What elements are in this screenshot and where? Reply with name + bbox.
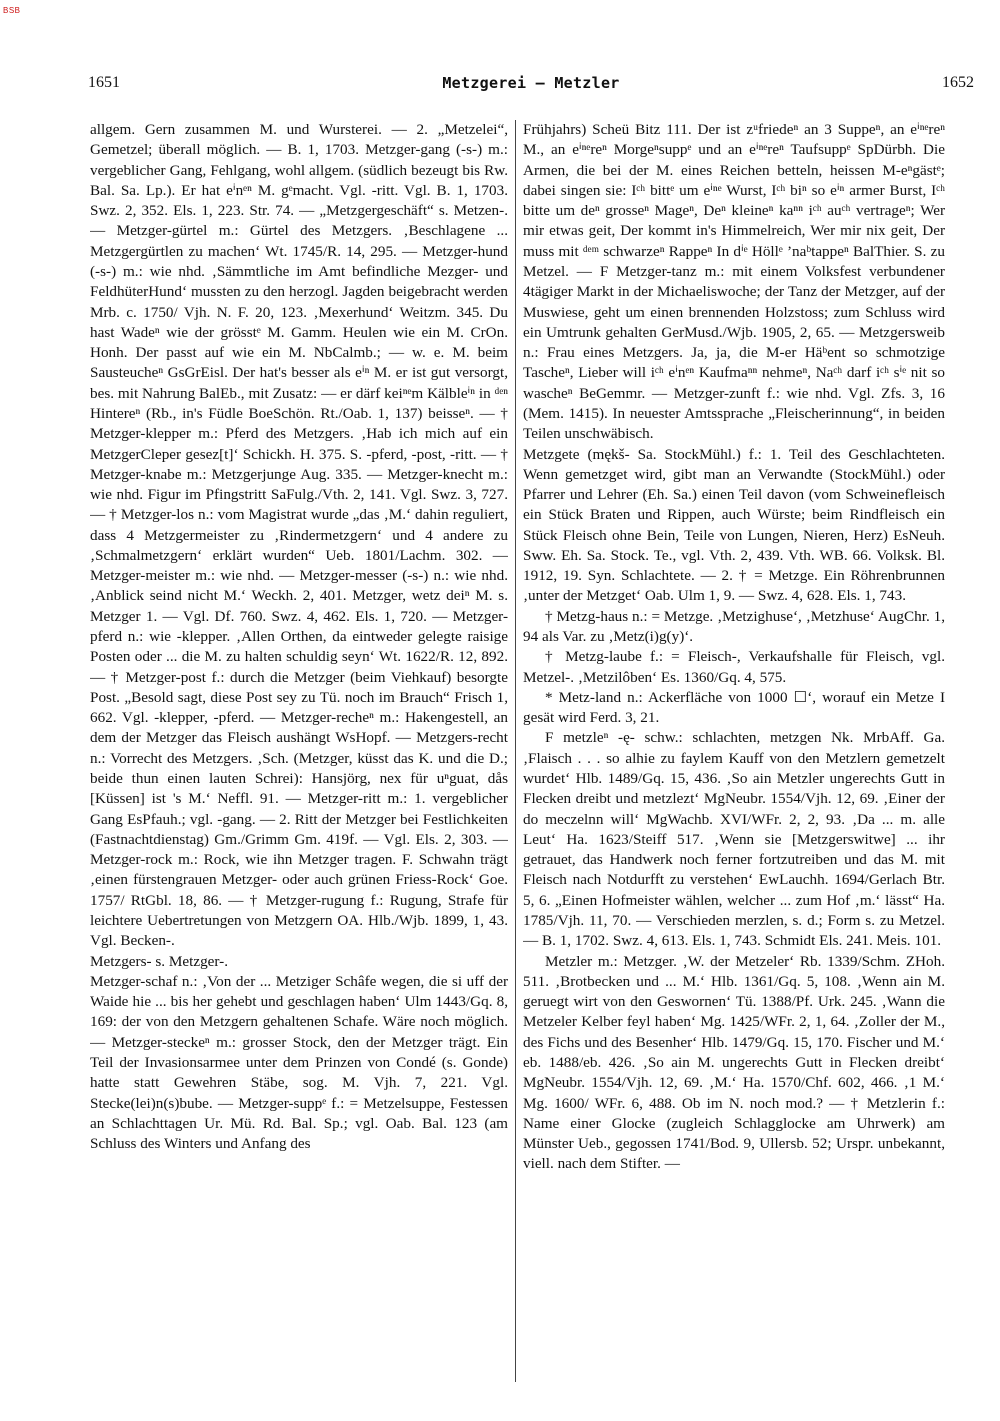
page-number-left: 1651	[88, 74, 120, 91]
left-paragraph-3: Metzger-schaf n.: ‚Von der ... Metziger Schâfe wegen, die si uff der Waide hie ... bis her gehebt und geschlagen haben‘ Ulm 1443/Gq. 8, 169: der von den Metzgern gehaltenen Schafe. Wäre noch möglich. — Metzger-steckeⁿ m.: grosser Stock, den der Metzger trägt. Ein Teil der Invasionsarmee unter dem Prinzen von Condé (s. Gonde) hatte statt Gewehren Stäbe, sog. M. Vjh. 7, 221. Vgl. Stecke(lei)n(s)bube. — Metzger-suppᵉ f.: = Metzelsuppe, Festessen an Schlachttagen Ur. Mü. Rd. Bal. Sp.; vgl. Oab. Bal. 123 (am Schluss des Winters und Anfang des	[90, 972, 508, 1153]
page-header	[88, 66, 974, 96]
left-paragraph-2: Metzgers- s. Metzger-.	[90, 952, 229, 970]
right-paragraph-2: Metzgete (mękš- Sa. StockMühl.) f.: 1. Teil des Geschlachteten. Wenn gemetzget wird, gibt man an Verwandte (StockMühl.) oder Pfarrer und Lehrer (Eh. Sa.) einen Teil davon (vom Schweinefleisch ein Stück Braten und Rippen, auch Würste; beim Rindfleisch ein Stück Fleisch ohne Bein, Teile von Lungen, Nieren, Herz) EsNeuh. Sww. Eh. Sa. Stock. Te., vgl. Vth. 2, 439. Vth. WB. 66. Volksk. Bl. 1912, 19. Syn. Schlachtete. — 2. † = Metzge. Ein Röhrenbrunnen ‚unter der Metzget‘ Oab. Ulm 1, 9. — Swz. 4, 628. Els. 1, 743.	[523, 445, 945, 605]
right-paragraph-7: Metzler m.: Metzger. ‚W. der Metzeler‘ Rb. 1339/Schm. ZHoh. 511. ‚Brotbecken und ... M.‘ Hlb. 1361/Gq. 5, 108. ‚Wenn ain M. geruegt wirt von den Geswornen‘ Tü. 1388/Pf. Urk. 245. ‚Wann die Metzeler Kelber feyl haben‘ Mg. 1425/WFr. 2, 1, 64. ‚Zoller der M., des Fichs und des Besenher‘ Hlb. 1479/Gq. 15, 170. Fischer und M.‘ eb. 1488/eb. 426. ‚So ain M. ungerechts Gutt in Flecken dreibt‘ MgNeubr. 1554/Vjh. 12, 69. ‚M.‘ Ha. 1570/Chf. 602, 466. ‚1 M.‘ Mg. 1600/ WFr. 6, 488. Ob im N. noch mod.? — † Metzlerin f.: Name einer Glocke (zugleich Schlagglocke am Uhrwerk) am Münster Ueb., gegossen 1741/Bod. 9, Ullersb. 52; Urspr. unbekannt, viell. nach dem Stifter. —	[523, 952, 945, 1173]
right-column	[523, 120, 945, 1382]
right-paragraph-6: F metzleⁿ -ę- schw.: schlachten, metzgen Nk. MrbAff. Ga. ‚Flaisch . . . so alhie zu faylem Kauff von den Metzlern gemetzelt wurdet‘ Hlb. 1489/Gq. 15, 436. ‚So ain Metzler ungerechts Gutt in Flecken dreibt und metzlezt‘ MgNeubr. 1554/Vjh. 12, 69. ‚Einer der do meczelnn will‘ MgWachb. XVI/WFr. 2, 2, 93. ‚Da ... m. alle Leut‘ Ha. 1623/Steiff 517. ‚Wenn sie [Metzgerswitwe] ... ihr getrauet, das Handwerk noch ferner fortzutreiben und das M. mit Fleisch nach Notdurfft zu verstehen‘ EwLauchh. 1694/Gerlach Btr. 5, 6. „Einen Hofmeister wählen, welcher ... zum Hof ‚m.‘ lässt“ Ha. 1785/Vjh. 11, 70. — Verschieden merzlen, s. d.; Form s. zu Metzel. — B. 1, 1702. Swz. 4, 613. Els. 1, 743. Schmidt Els. 241. Meis. 101.	[523, 729, 945, 950]
running-title: Metzgerei — Metzler	[442, 74, 620, 92]
column-divider	[515, 120, 516, 1382]
right-paragraph-4: † Metzg-laube f.: = Fleisch-, Verkaufshalle für Fleisch, vgl. Metzel-. ‚Metzilôben‘ Es. 1360/Gq. 4, 575.	[523, 648, 945, 686]
right-paragraph-3: † Metzg-haus n.: = Metzge. ‚Metzighuse‘, ‚Metzhuse‘ AugChr. 1, 94 als Var. zu ‚Metz(i)g(y)‘.	[523, 607, 945, 646]
page-number-right: 1652	[942, 74, 974, 91]
right-paragraph-1: Frühjahrs) Scheü Bitz 111. Der ist zᵘfriedeⁿ an 3 Suppeⁿ, an eⁱⁿᵉreⁿ M., an eⁱⁿᵉreⁿ Morgeⁿsuppᵉ und an eⁱⁿᵉreⁿ Taufsuppᵉ SpDürbh. Die Armen, die bei der M. eines Reichen betteln, heissen M-eⁿgästᵉ; dabei singen sie: Iᶜʰ bittᵉ um eⁱⁿᵉ Wurst, Iᶜʰ biⁿ so eⁱⁿ armer Burst, Iᶜʰ bitte um deⁿ grosseⁿ Mageⁿ, Deⁿ kleineⁿ kaⁿⁿ iᶜʰ auᶜʰ vertrageⁿ; Wer mir etwas geit, Der kommt in's Himmelreich, Wer mir nix geit, Der muss mit ᵈᵉᵐ schwarzeⁿ Rappeⁿ In dⁱᵉ Höllᵉ ’naᵇtappeⁿ BalThier. S. zu Metzel. — F Metzger-tanz m.: mit einem Volksfest verbundener 4tägiger Markt in der Michaeliswoche; der Tanz der Metzger, auf der Muswiese, geht um einen brennenden Holzstoss; zum Schluss wird ein Umtrunk gehalten GerMusd./Wjb. 1905, 2, 65. — Metzgersweib n.: Frau eines Metzgers. Ja, ja, die M-er Häᵇent so schmotzige Tascheⁿ, Lieber will iᶜʰ eⁱnᵉⁿ Kaufmaⁿⁿ nehmeⁿ, Naᶜʰ darf iᶜʰ sⁱᵉ nit so wascheⁿ BeGemmr. — Metzger-zunft f.: wie nhd. Vgl. Zfs. 3, 16 (Mem. 1415). In neuester Amtssprache „Fleischerinnung“, in beiden Teilen unschwäbisch.	[523, 121, 945, 443]
library-stamp: BSB	[3, 6, 21, 15]
left-paragraph-1: allgem. Gern zusammen M. und Wursterei. — 2. „Metzelei“, Gemetzel; überall möglich. — B. 1, 1703. Metzger-gang (-s-) m.: vergeblicher Gang, Fehlgang, wohl allgem. (südlich bezeugt bis Rw. Bal. Sa. Lp.). Er hat eⁱnᵉⁿ M. gᵉmacht. Vgl. -ritt. Vgl. B. 1, 1703. Swz. 2, 352. Els. 1, 223. Str. 74. — „Metzgergeschäft“ s. Metzen-. — Metzger-gürtel m.: Gürtel des Metzgers. ‚Beschlagene ... Metzgergürtlen zu machen‘ Wt. 1745/R. 14, 295. — Metzger-hund (-s-) m.: wie nhd. ‚Sämmtliche im Amt befindliche Mezger- und FeldhüterHund‘ mussten zu den herzogl. Jagden beigebracht werden Mrb. c. 1750/ Vjh. N. F. 20, 123. ‚Mexerhund‘ Weitzm. 345. Du hast Wadeⁿ wie der grösstᵉ M. Gamm. Heulen wie ein M. CrOn. Honh. Der passt auf wie ein M. NbCalmb.; — w. e. M. beim Sausteucheⁿ GsGrEisl. Der hat's besser als eⁱⁿ M. er ist gut versorgt, bes. mit Nahrung BalEb., mit Zusatz: — er därf keiⁿᵉm Kälbleⁱⁿ in ᵈᵉⁿ Hintereⁿ (Rb., in's Füdle BoeSchön. Rt./Oab. 1, 137) beisseⁿ. — † Metzger-klepper m.: Pferd des Metzgers. ‚Hab ich mich auf ein MetzgerCleper gesez[t]‘ Schickh. H. 375. S. -pferd, -post, -ritt. — † Metzger-knabe m.: Metzgerjunge Aug. 335. — Metzger-knecht m.: wie nhd. Figur im Pfingstritt SaFulg./Vth. 2, 141. Vgl. Swz. 3, 727. — † Metzger-los n.: vom Magistrat wurde „das ‚M.‘ dahin reguliert, dass 4 Metzgermeister zu ‚Rindermetzgern‘ und 4 andere zu ‚Schmalmetzgern‘ erklärt wurden“ Ueb. 1801/Lachm. 302. — Metzger-meister m.: wie nhd. — Metzger-messer (-s-) n.: wie nhd. ‚Anblick seind nicht M.‘ Weckh. 2, 401. Metzger, wetz deiⁿ M. s. Metzger 1. — Vgl. Df. 760. Swz. 4, 462. Els. 1, 720. — Metzger-pferd n.: wie -klepper. ‚Allen Orthen, da eintweder gelegte raisige Posten oder ... die M. zu halten schuldig seyn‘ Wt. 1622/R. 12, 892. — † Metzger-post f.: durch die Metzger (beim Viehkauf) besorgte Post. „Besold sagt, diese Post sey zu Tü. noch im Brauch“ Frisch 1, 662. Vgl. -klepper, -pferd. — Metzger-recheⁿ m.: Hakengestell, an dem der Metzger das Fleisch aushängt WsHopf. — Metzgers-recht n.: Vorrecht des Metzgers. ‚Sch. (Metzger, küsst das K. und die D.; beide thun einen lauten Schrei): Hansjörg, nex für uⁿguat, dås [Küssen] ist 's M.‘ Neffl. 91. — Metzger-ritt m.: 1. vergeblicher Gang EsPfauh.; vgl. -gang. — 2. Ritt der Metzger bei Festlichkeiten (Fastnachtdienstag) Gm./Grimm Gm. 419f. — Vgl. Els. 2, 303. — Metzger-rock m.: Rock, wie ihn Metzger tragen. F. Schwahn trägt ‚einen fürstengrauen Metzger- oder auch grünen Friess-Rock‘ Goe. 1757/ RtGbl. 18, 86. — † Metzger-rugung f.: Rugung, Strafe für leichtere Uebertretungen von Metzgern OA. Hlb./Wjb. 1899, 1, 43. Vgl. Becken-.	[90, 121, 508, 950]
left-column	[90, 120, 508, 1382]
right-paragraph-5: * Metz-land n.: Ackerfläche von 1000 ☐‘, worauf ein Metze I gesät wird Ferd. 3, 21.	[523, 688, 945, 727]
